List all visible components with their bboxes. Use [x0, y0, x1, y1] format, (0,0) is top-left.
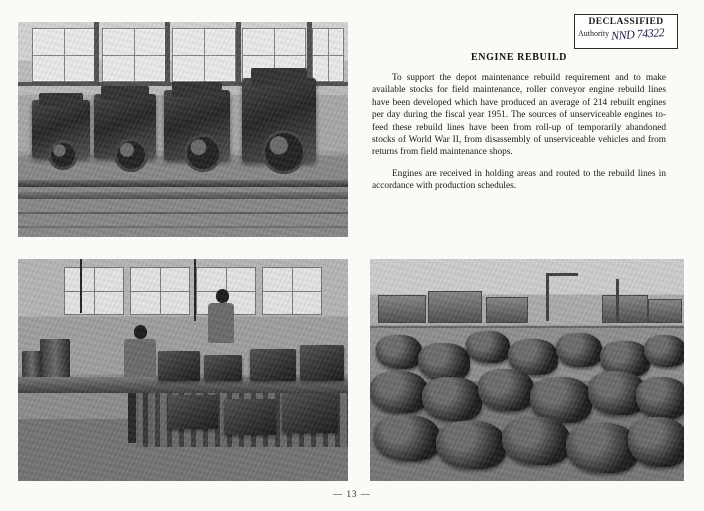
stamp-authority-label: Authority	[578, 29, 610, 38]
page-title: ENGINE REBUILD	[471, 52, 567, 63]
article-text-column	[372, 52, 666, 202]
page-number: — 13 —	[333, 489, 371, 499]
engine-rebuild-line-photo	[18, 22, 348, 237]
salvaged-engine-stockpile-photo	[370, 259, 684, 481]
stamp-title: DECLASSIFIED	[588, 17, 664, 27]
stamp-authority-value: NND 74322	[610, 25, 665, 43]
article-paragraph-1: To support the depot maintenance rebuild requirement and to make available stocks for field maintenance, roller conveyor engine rebuild lines have been developed which have produced an average of 214 rebuilt engines per day during the fiscal year 1951. The sources of unserviceable engines to-feed these rebuild lines have been from roll-up of temporarily abandoned stocks of World War II, from disassembly of unserviceable vehicles and from returns from field maintenance shops.	[372, 73, 666, 158]
declassified-stamp	[574, 14, 678, 49]
worker-at-engine-bench-photo	[18, 259, 348, 481]
article-paragraph-2: Engines are received in holding areas and routed to the rebuild lines in accordance with production schedules.	[372, 168, 666, 192]
